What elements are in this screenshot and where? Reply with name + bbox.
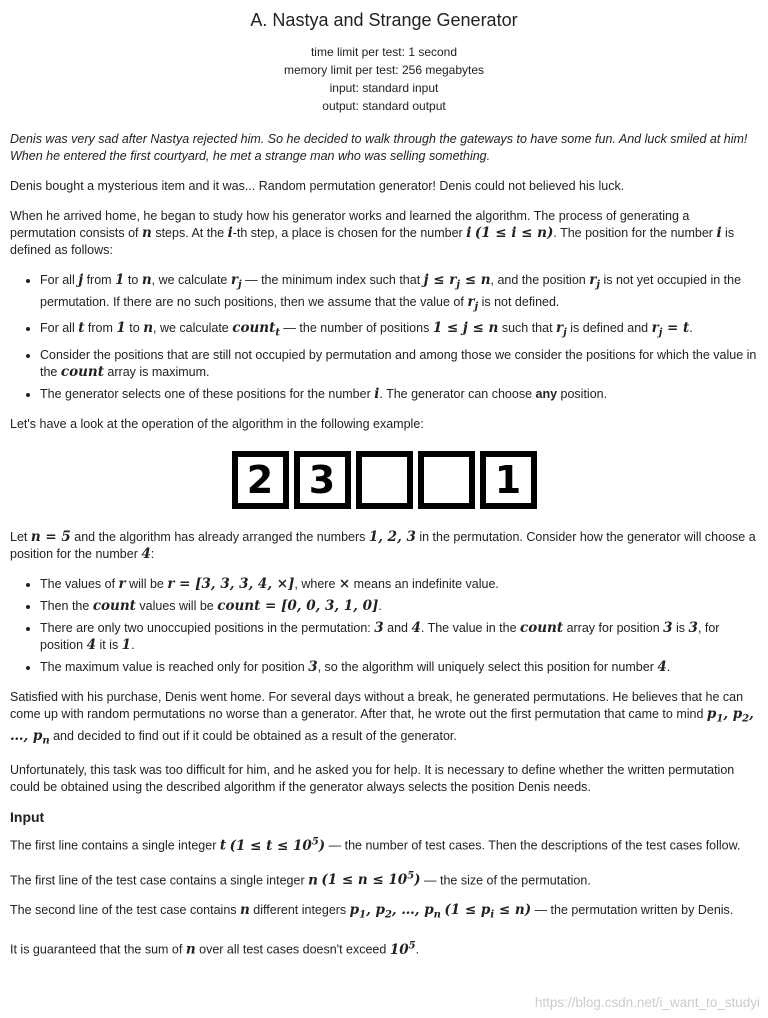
permutation-cell [356, 451, 413, 509]
math-expression: i [227, 225, 233, 241]
output-spec-line [10, 97, 758, 115]
math-expression: $(1 \le t \le 10^5)$ [229, 836, 326, 854]
math-expression: (1 ≤ i ≤ n) [474, 225, 554, 241]
math-expression: n [141, 272, 152, 288]
math-expression: count [520, 620, 564, 637]
permutation-cell: 3 [294, 451, 351, 509]
math-expression: count [92, 598, 136, 615]
math-expression: 4 [86, 637, 96, 654]
paragraph: Unfortunately, this task was too difficult for him, and he asked you for help. It is necessary to define whether the written permutation could be obtained using the described algorithm if the generator always selects the position Denis needs. [10, 763, 735, 795]
math-expression: j [78, 272, 84, 288]
input-spec-line [10, 79, 758, 97]
paragraph: Denis bought a mysterious item and it was... Random permutation generator! Denis could not believed his luck. [10, 179, 625, 193]
math-expression: 3 [663, 620, 673, 637]
limit-label: input: [329, 81, 359, 95]
math-expression: count$_t$ [232, 320, 280, 340]
memory-limit-line [10, 61, 758, 79]
limit-value: standard output [362, 99, 446, 113]
permutation-cell [418, 451, 475, 509]
paragraph: Let's have a look at the operation of the algorithm in the following example: [10, 417, 424, 432]
bullet-list [10, 272, 758, 403]
statement-body [10, 131, 758, 959]
paragraph: Satisfied with his purchase, Denis went home. For several days without a break, he generated permutations. He believes that he can come up with random permutations no worse than a generator. After that, he wrote out the first permutation that came to mind $p_1$, $p_2$, …, $p_n$ and decided to find out if it could be obtained as a result of the generator. [10, 690, 754, 747]
section-title-input: Input [10, 809, 45, 826]
permutation-cell: 1 [480, 451, 537, 509]
math-expression: 3 [688, 620, 698, 637]
math-expression: i [374, 386, 380, 403]
paragraph: The second line of the test case contains n different integers $p_1$, $p_2$, …, $p_n$ $(1 \le p_i \le n)$ — the permutation written by Denis. [10, 902, 734, 922]
math-expression: 1, 2, 3 [368, 529, 416, 546]
math-expression: count = [0, 0, 3, 1, 0] [217, 598, 379, 615]
list-item: • For all t from 1 to n, we calculate count$_t$ — the number of positions 1 ≤ j ≤ n such that $r_j$ is defined and $r_j = t$. [40, 320, 758, 342]
math-expression: $j \le r_j \le n$ [423, 272, 491, 291]
math-expression: 1 ≤ j ≤ n [432, 320, 499, 337]
limit-label: output: [322, 99, 359, 113]
math-expression: $(1 \le n \le 10^5)$ [321, 870, 421, 889]
list-item: • There are only two unoccupied positions in the permutation: 3 and 4. The value in the count array for position 3 is 3, for position 4 it is 1. [40, 620, 758, 654]
bullet-list [10, 576, 758, 676]
paragraph: Denis was very sad after Nastya rejected him. So he decided to walk through the gateways to have some fun. And luck smiled at him! When he entered the first courtyard, he met a strange man who was selling something. [10, 132, 748, 163]
math-expression: t [219, 837, 227, 854]
math-expression: n [143, 320, 154, 337]
problem-title: A. Nastya and Strange Generator [250, 10, 518, 30]
math-expression: $(1 \le p_i \le n)$ [444, 902, 532, 922]
math-expression: 1 [121, 637, 132, 654]
math-expression: 4 [141, 546, 151, 563]
limit-value: standard input [362, 81, 439, 95]
math-expression: 4 [657, 659, 667, 676]
paragraph: The first line contains a single integer t $(1 \le t \le 10^5)$ — the number of test cases. Then the descriptions of the test cases follow. [10, 836, 741, 854]
list-item: • Then the count values will be count = [0, 0, 3, 1, 0]. [40, 598, 758, 615]
paragraph: The first line of the test case contains a single integer n $(1 \le n \le 10^5)$ — the size of the permutation. [10, 870, 591, 889]
math-expression: count [60, 364, 104, 381]
math-expression: $r_j = t$ [651, 320, 690, 340]
math-expression: $r_j$ [589, 272, 600, 291]
math-expression: r = [3, 3, 3, 4, ×] [167, 576, 295, 593]
math-expression: 3 [374, 620, 384, 637]
math-expression: 1 [116, 320, 126, 337]
list-item: • For all j from 1 to n, we calculate $r_j$ — the minimum index such that $j \le r_j \le n$, and the position $r_j$ is not yet occupied in the permutation. If there are no such positions, then we assume that the value of $r_j$ is not defined. [40, 272, 758, 315]
list-item: • The values of r will be r = [3, 3, 3, 4, ×], where × means an indefinite value. [40, 576, 758, 593]
permutation-example-figure [10, 451, 758, 509]
math-expression: $r_j$ [230, 272, 242, 291]
limit-value: 256 megabytes [401, 63, 485, 77]
math-expression: $10^5$ [389, 940, 416, 958]
paragraph: When he arrived home, he began to study how his generator works and learned the algorithm. The process of generating a permutation consists of n steps. At the i-th step, a place is chosen for the number i (1 ≤ i ≤ n). The position for the number i is defined as follows: [10, 209, 735, 257]
limit-label: memory limit per test: [283, 63, 399, 77]
paragraph: Let n = 5 and the algorithm has already arranged the numbers 1, 2, 3 in the permutation. Consider how the generator will choose a position for the number 4: [10, 529, 756, 563]
problem-limits [10, 43, 758, 115]
math-expression: 3 [308, 659, 318, 676]
math-expression: i [466, 225, 472, 241]
math-expression: t [78, 320, 85, 337]
math-expression: 4 [411, 620, 421, 637]
math-expression: n [185, 941, 196, 958]
math-expression: n [142, 225, 152, 241]
list-item: • Consider the positions that are still not occupied by permutation and among those we consider the positions for which the value in the count array is maximum. [40, 347, 758, 381]
math-expression: r [118, 576, 126, 593]
math-expression: $r_j$ [556, 320, 567, 340]
math-expression: n [308, 872, 318, 889]
math-expression: $p_1$, $p_2$, …, $p_n$ [349, 902, 441, 922]
paragraph: It is guaranteed that the sum of n over all test cases doesn't exceed $10^5$. [10, 940, 420, 958]
list-item: • The maximum value is reached only for position 3, so the algorithm will uniquely select this position for number 4. [40, 659, 758, 676]
math-expression: $p_1$, $p_2$, …, $p_n$ [10, 706, 754, 747]
watermark: https://blog.csdn.net/i_want_to_studyi [534, 994, 760, 1010]
list-item: • The generator selects one of these positions for the number i. The generator can choose any position. [40, 386, 758, 403]
math-expression: $r_j$ [467, 293, 479, 313]
permutation-cell: 2 [232, 451, 289, 509]
time-limit-line [10, 43, 758, 61]
math-expression: 1 [115, 272, 125, 288]
limit-value: 1 second [408, 45, 458, 59]
permutation-cells-row [232, 451, 537, 509]
math-expression: i [716, 225, 722, 241]
math-expression: n [240, 902, 250, 919]
math-expression: × [338, 576, 351, 593]
math-expression: n = 5 [30, 529, 71, 546]
limit-label: time limit per test: [310, 45, 405, 59]
